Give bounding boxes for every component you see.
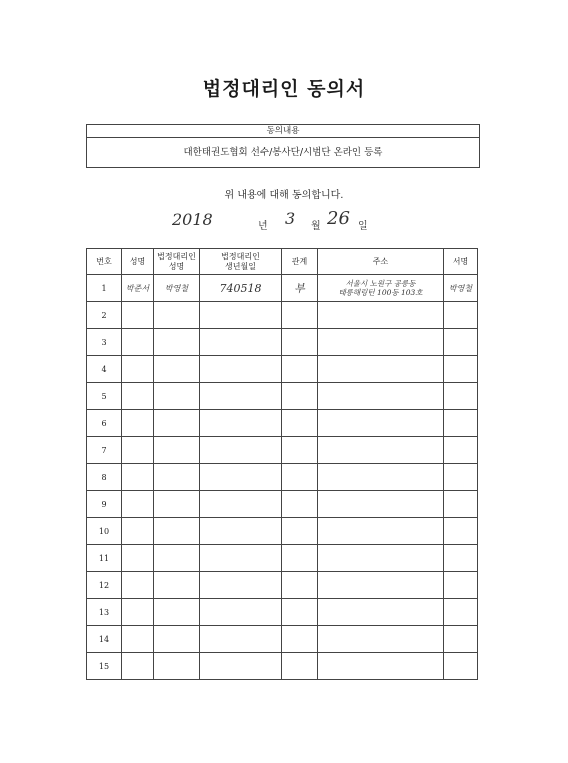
cell-relation (282, 599, 318, 626)
cell-signature (444, 329, 478, 356)
cell-address (318, 383, 444, 410)
cell-signature (444, 464, 478, 491)
cell-guardian-name (154, 329, 200, 356)
header-guardian-birth: 법정대리인 생년월일 (200, 249, 282, 275)
cell-guardian-name (154, 518, 200, 545)
guardian-table (86, 248, 478, 680)
cell-guardian-name (154, 545, 200, 572)
table-row (87, 599, 478, 626)
cell-guardian-name (154, 653, 200, 680)
cell-signature (444, 491, 478, 518)
cell-guardian-name (154, 383, 200, 410)
cell-name (122, 410, 154, 437)
cell-signature (444, 437, 478, 464)
cell-address (318, 491, 444, 518)
table-row (87, 329, 478, 356)
table-row (87, 518, 478, 545)
consent-statement: 위 내용에 대해 동의합니다. (224, 190, 344, 201)
cell-guardian-name (154, 464, 200, 491)
date-day-label: 일 (358, 221, 368, 232)
cell-number: 9 (87, 491, 122, 518)
cell-guardian-birth (200, 653, 282, 680)
table-row (87, 410, 478, 437)
cell-signature (444, 572, 478, 599)
cell-guardian-birth (200, 599, 282, 626)
cell-number: 11 (87, 545, 122, 572)
header-signature: 서명 (444, 249, 478, 275)
cell-address (318, 356, 444, 383)
date-year-label: 년 (258, 221, 268, 232)
consent-header: 동의내용 (87, 125, 479, 138)
table-row (87, 653, 478, 680)
table-row (87, 464, 478, 491)
cell-signature (444, 653, 478, 680)
cell-number: 8 (87, 464, 122, 491)
cell-guardian-name (154, 626, 200, 653)
cell-guardian-birth (200, 572, 282, 599)
cell-guardian-birth (200, 518, 282, 545)
cell-name (122, 329, 154, 356)
date-line (168, 208, 368, 238)
cell-number: 10 (87, 518, 122, 545)
cell-relation (282, 491, 318, 518)
cell-relation: 부 (282, 275, 318, 302)
cell-guardian-birth (200, 383, 282, 410)
table-header-row (87, 249, 478, 275)
cell-guardian-birth (200, 437, 282, 464)
cell-name (122, 545, 154, 572)
cell-relation (282, 356, 318, 383)
cell-number: 6 (87, 410, 122, 437)
cell-name (122, 437, 154, 464)
cell-address (318, 572, 444, 599)
cell-guardian-name (154, 572, 200, 599)
cell-relation (282, 572, 318, 599)
date-day: 26 (327, 208, 350, 229)
cell-name (122, 383, 154, 410)
cell-address (318, 545, 444, 572)
cell-guardian-name (154, 302, 200, 329)
table-row (87, 545, 478, 572)
cell-relation (282, 410, 318, 437)
cell-signature (444, 302, 478, 329)
cell-address (318, 329, 444, 356)
table-row (87, 437, 478, 464)
table-row (87, 626, 478, 653)
cell-name: 박준서 (122, 275, 154, 302)
cell-signature (444, 599, 478, 626)
header-name: 성명 (122, 249, 154, 275)
header-guardian-name: 법정대리인 성명 (154, 249, 200, 275)
cell-number: 13 (87, 599, 122, 626)
cell-signature (444, 626, 478, 653)
cell-number: 15 (87, 653, 122, 680)
table-row (87, 275, 478, 302)
cell-guardian-name (154, 599, 200, 626)
cell-number: 4 (87, 356, 122, 383)
header-address: 주소 (318, 249, 444, 275)
cell-name (122, 653, 154, 680)
cell-number: 7 (87, 437, 122, 464)
cell-guardian-birth: 740518 (200, 275, 282, 302)
cell-address (318, 518, 444, 545)
cell-guardian-name (154, 356, 200, 383)
cell-name (122, 599, 154, 626)
cell-signature: 박영철 (444, 275, 478, 302)
cell-signature (444, 545, 478, 572)
cell-signature (444, 383, 478, 410)
cell-guardian-name (154, 437, 200, 464)
cell-relation (282, 626, 318, 653)
cell-relation (282, 302, 318, 329)
cell-number: 1 (87, 275, 122, 302)
cell-guardian-birth (200, 302, 282, 329)
cell-relation (282, 329, 318, 356)
cell-relation (282, 383, 318, 410)
cell-name (122, 464, 154, 491)
cell-guardian-birth (200, 626, 282, 653)
cell-name (122, 626, 154, 653)
cell-guardian-birth (200, 356, 282, 383)
cell-number: 14 (87, 626, 122, 653)
cell-relation (282, 545, 318, 572)
cell-guardian-birth (200, 464, 282, 491)
table-row (87, 383, 478, 410)
cell-guardian-name: 박영철 (154, 275, 200, 302)
cell-relation (282, 518, 318, 545)
consent-body: 대한태권도협회 선수/봉사단/시범단 온라인 등록 (183, 147, 383, 158)
cell-number: 5 (87, 383, 122, 410)
cell-address: 서울시 노원구 공릉동 태릉해링턴 100동 103호 (318, 275, 444, 302)
header-number: 번호 (87, 249, 122, 275)
cell-name (122, 518, 154, 545)
consent-box (86, 124, 480, 168)
cell-address (318, 626, 444, 653)
date-month-label: 월 (311, 221, 321, 232)
cell-name (122, 356, 154, 383)
table-row (87, 572, 478, 599)
cell-guardian-birth (200, 410, 282, 437)
cell-guardian-birth (200, 491, 282, 518)
cell-number: 2 (87, 302, 122, 329)
cell-address (318, 653, 444, 680)
cell-name (122, 302, 154, 329)
cell-address (318, 302, 444, 329)
cell-relation (282, 437, 318, 464)
cell-relation (282, 653, 318, 680)
cell-address (318, 464, 444, 491)
cell-signature (444, 410, 478, 437)
table-row (87, 491, 478, 518)
table-row (87, 356, 478, 383)
date-month: 3 (285, 209, 296, 228)
cell-guardian-name (154, 410, 200, 437)
cell-address (318, 437, 444, 464)
cell-guardian-birth (200, 545, 282, 572)
cell-guardian-name (154, 491, 200, 518)
header-relation: 관계 (282, 249, 318, 275)
cell-address (318, 410, 444, 437)
cell-name (122, 572, 154, 599)
cell-signature (444, 356, 478, 383)
table-row (87, 302, 478, 329)
date-year: 2018 (172, 210, 213, 229)
cell-signature (444, 518, 478, 545)
cell-relation (282, 464, 318, 491)
cell-address (318, 599, 444, 626)
page-title: 법정대리인 동의서 (202, 78, 366, 100)
cell-number: 12 (87, 572, 122, 599)
cell-number: 3 (87, 329, 122, 356)
cell-guardian-birth (200, 329, 282, 356)
cell-name (122, 491, 154, 518)
